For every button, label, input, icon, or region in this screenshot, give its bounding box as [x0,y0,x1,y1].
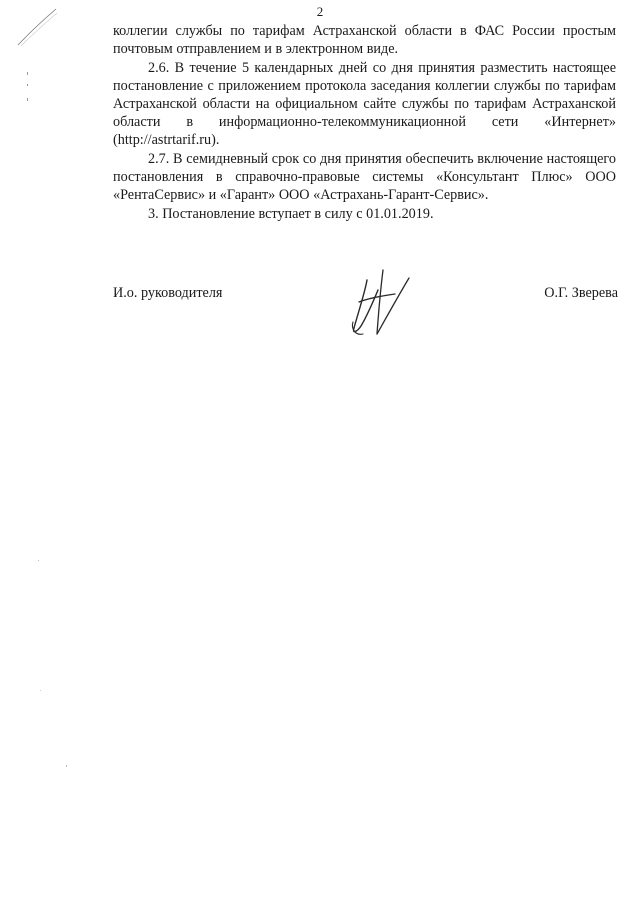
signer-name: О.Г. Зверева [544,285,618,301]
page-number: 2 [316,4,324,19]
paragraph-2-6: 2.6. В течение 5 календарных дней со дня принятия разместить настоящее постановление с приложением протокола заседания коллегии службы по тарифам Астраханской области на официальном сайте службы по тарифам Астраханской области в информационно-телекоммуникационной сети «Интернет» (http://astrtarif.ru). [113,60,616,148]
paragraph-3: 3. Постановление вступает в силу с 01.01.2019. [148,206,434,222]
paragraph-continuation: коллегии службы по тарифам Астраханской области в ФАС России простым почтовым отправлением и в электронном виде. [113,23,616,57]
paragraph-2-7: 2.7. В семидневный срок со дня принятия обеспечить включение настоящего постановления в справочно-правовые системы «Консультант Плюс» ООО «РентаСервис» и «Гарант» ООО «Астрахань-Гарант-Сервис». [113,151,616,203]
signer-title: И.о. руководителя [113,285,223,301]
